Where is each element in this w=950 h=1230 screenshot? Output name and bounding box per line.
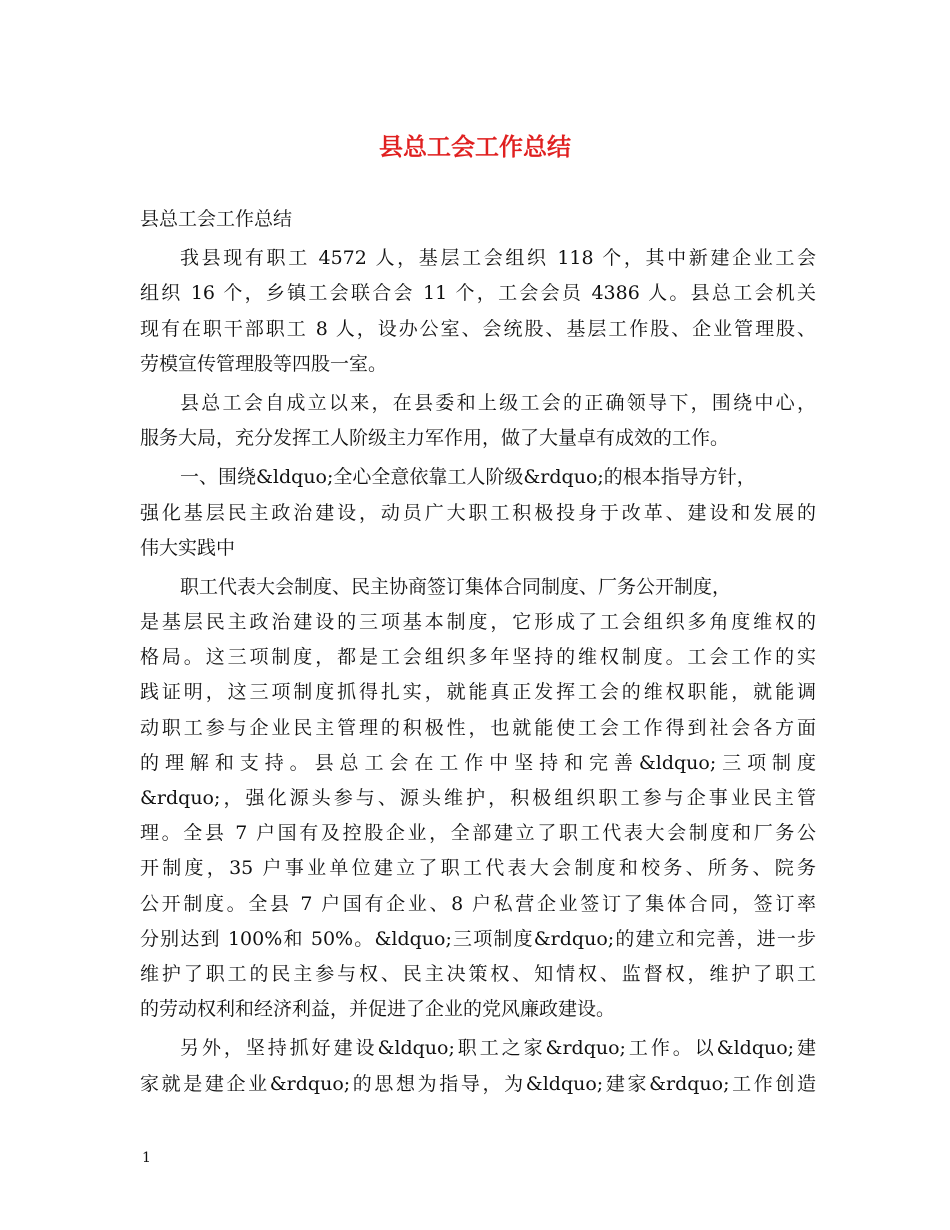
body-text-line: 现有在职干部职工 8 人，设办公室、会统股、基层工作股、企业管理股、 — [140, 317, 816, 340]
body-heading-line: 县总工会工作总结 — [140, 208, 293, 230]
body-text-line: 分别达到 100%和 50%。&ldquo;三项制度&rdquo;的建立和完善，进一步 — [140, 927, 816, 950]
body-text-line: 践证明，这三项制度抓得扎实，就能真正发挥工会的维权职能，就能调 — [140, 681, 816, 704]
body-text-line: 一、围绕&ldquo;全心全意依靠工人阶级&rdquo;的根本指导方针， — [180, 466, 756, 489]
page-number: 1 — [142, 1150, 151, 1166]
body-text-line: 服务大局，充分发挥工人阶级主力军作用，做了大量卓有成效的工作。 — [140, 427, 730, 450]
body-text-line: 开制度，35 户事业单位建立了职工代表大会制度和校务、所务、院务 — [140, 857, 816, 880]
body-text-line: 强化基层民主政治建设，动员广大职工积极投身于改革、建设和发展的 — [140, 501, 816, 524]
body-text-line: 理。全县 7 户国有及控股企业，全部建立了职工代表大会制度和厂务公 — [140, 822, 816, 845]
body-text-line: 的理解和支持。县总工会在工作中坚持和完善&ldquo;三项制度 — [140, 751, 816, 774]
body-text-line: 另外，坚持抓好建设&ldquo;职工之家&rdquo;工作。以&ldquo;建 — [180, 1037, 816, 1060]
document-body — [140, 202, 816, 1102]
body-text-line: &rdquo;，强化源头参与、源头维护，积极组织职工参与企事业民主管 — [140, 787, 816, 809]
body-text-line: 组织 16 个，乡镇工会联合会 11 个，工会会员 4386 人。县总工会机关 — [140, 282, 816, 305]
body-text-line: 家就是建企业&rdquo;的思想为指导，为&ldquo;建家&rdquo;工作创造 — [140, 1072, 816, 1095]
body-text-line: 我县现有职工 4572 人，基层工会组织 118 个，其中新建企业工会 — [180, 247, 816, 270]
body-text-line: 公开制度。全县 7 户国有企业、8 户私营企业签订了集体合同，签订率 — [140, 892, 816, 915]
body-text-line: 伟大实践中 — [140, 536, 236, 559]
body-text-line: 劳模宣传管理股等四股一室。 — [140, 352, 388, 375]
body-text-line: 县总工会自成立以来，在县委和上级工会的正确领导下，围绕中心， — [180, 391, 816, 414]
body-text-line: 是基层民主政治建设的三项基本制度，它形成了工会组织多角度维权的 — [140, 611, 816, 634]
body-text-line: 动职工参与企业民主管理的积极性，也就能使工会工作得到社会各方面 — [140, 716, 816, 739]
body-text-line: 格局。这三项制度，都是工会组织多年坚持的维权制度。工会工作的实 — [140, 646, 816, 669]
body-text-line: 维护了职工的民主参与权、民主决策权、知情权、监督权，维护了职工 — [140, 962, 816, 985]
body-text-line: 职工代表大会制度、民主协商签订集体合同制度、厂务公开制度， — [180, 575, 732, 598]
document-title: 县总工会工作总结 — [379, 133, 571, 161]
body-text-line: 的劳动权利和经济利益，并促进了企业的党风廉政建设。 — [140, 998, 616, 1021]
